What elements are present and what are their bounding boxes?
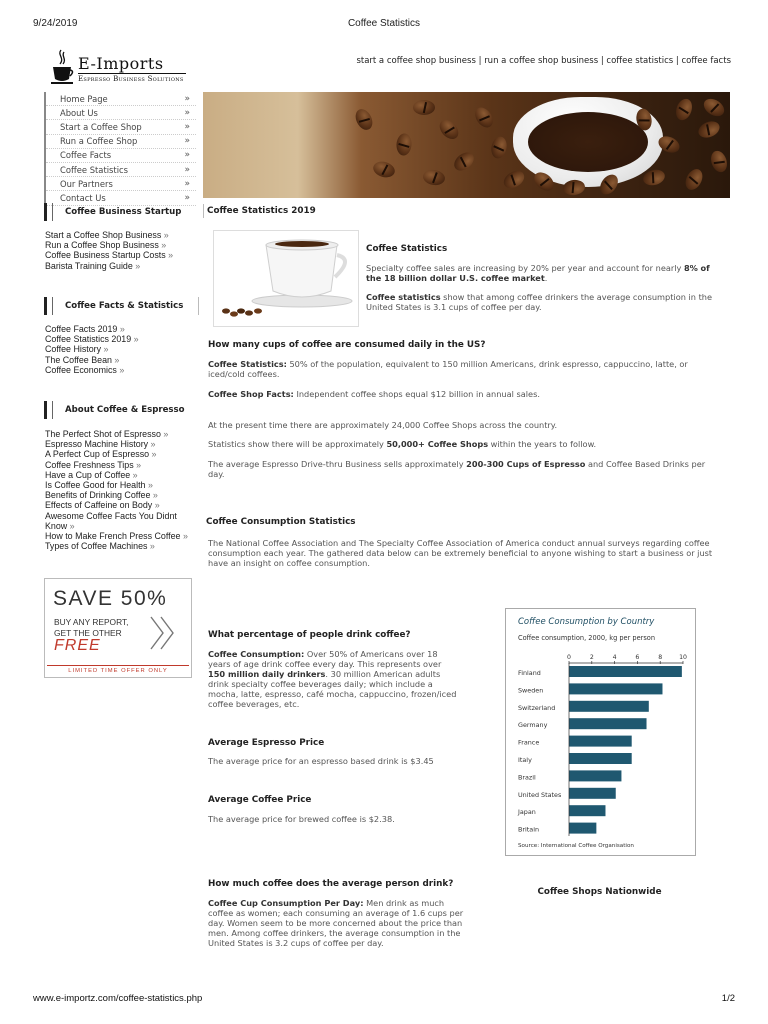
- sidebar-link[interactable]: Coffee Freshness Tips »: [45, 459, 142, 470]
- cups-paragraph-3: At the present time there are approximately 24,000 Coffee Shops across the country.: [208, 420, 558, 430]
- sidebar-link[interactable]: Coffee Economics »: [45, 364, 125, 375]
- nav-item-label: Contact Us: [60, 192, 106, 203]
- category-label: Britain: [518, 825, 540, 834]
- intro-paragraph-1: Specialty coffee sales are increasing by 20% per year and account for nearly 8% of the 18 billion dollar U.S. coffee market.: [366, 263, 710, 283]
- sidebar-heading-about-coffee: About Coffee & Espresso: [44, 401, 196, 419]
- nav-item-home[interactable]: [46, 92, 196, 106]
- espresso-price-heading: Average Espresso Price: [208, 738, 325, 748]
- coffee-bean: [708, 149, 729, 175]
- chevron-double-right-icon: »: [184, 121, 190, 132]
- coffee-price-text: The average price for brewed coffee is $2.38.: [208, 814, 395, 824]
- coffee-bean: [371, 159, 396, 179]
- coffee-cup-image: [214, 231, 358, 326]
- avg-person-heading: How much coffee does the average person drink?: [208, 879, 454, 889]
- bar-switzerland: [569, 701, 649, 712]
- sidebar-link[interactable]: Barista Training Guide »: [45, 260, 141, 271]
- coffee-bean: [501, 167, 528, 191]
- bar-brazil: [569, 770, 621, 781]
- sidebar-link[interactable]: Effects of Caffeine on Body »: [45, 500, 160, 511]
- x-tick-label: 10: [679, 654, 687, 661]
- chart-svg: [506, 609, 695, 855]
- sidebar-link[interactable]: Benefits of Drinking Coffee »: [45, 490, 158, 501]
- cups-paragraph-5: The average Espresso Drive-thru Business sells approximately 200-300 Cups of Espresso and Coffee Based Drinks per day.: [208, 459, 706, 479]
- coffee-price-heading: Average Coffee Price: [208, 795, 312, 805]
- bar-france: [569, 736, 632, 747]
- sidebar-link[interactable]: Types of Coffee Machines »: [45, 541, 155, 552]
- nav-item-about[interactable]: [46, 106, 196, 120]
- print-title: Coffee Statistics: [347, 18, 421, 29]
- coffee-consumption-chart: [505, 608, 696, 856]
- chevron-double-right-icon: »: [184, 93, 190, 104]
- chevron-double-right-icon: »: [184, 164, 190, 175]
- logo-title: E-Imports: [78, 54, 164, 73]
- percentage-paragraph: Coffee Consumption: Over 50% of Americans over 18 years of age drink coffee every day. This represents over 150 million daily drinkers. 30 million American adults drink specialty coffee beverages daily; which include a mocha, latte, espresso, café mocha, cappuccino, frozen/iced coffee beverages, etc.: [208, 649, 457, 709]
- ad-body: BUY ANY REPORT, GET THE OTHER: [54, 617, 129, 638]
- coffee-bean: [696, 118, 722, 140]
- chevron-double-right-icon: »: [184, 107, 190, 118]
- nav-item-label: Our Partners: [60, 178, 113, 189]
- espresso-price-text: The average price for an espresso based drink is $3.45: [208, 756, 434, 766]
- sidebar-link[interactable]: Have a Cup of Coffee »: [45, 469, 138, 480]
- coffee-cup-logo-icon: [50, 48, 74, 86]
- chevron-double-right-icon: »: [184, 192, 190, 203]
- top-link-statistics[interactable]: coffee statistics: [606, 56, 674, 66]
- sidebar-link[interactable]: The Coffee Bean »: [45, 354, 120, 365]
- nav-item-label: Start a Coffee Shop: [60, 121, 142, 132]
- sidebar-link[interactable]: Espresso Machine History »: [45, 439, 156, 450]
- category-label: Italy: [518, 756, 532, 764]
- sidebar-heading-facts-statistics: Coffee Facts & Statistics: [44, 297, 196, 315]
- sidebar-list-about-coffee: [45, 429, 195, 551]
- sidebar-list-facts-statistics: [45, 324, 139, 375]
- sidebar-link[interactable]: Start a Coffee Shop Business »: [45, 230, 169, 240]
- sidebar-link[interactable]: The Perfect Shot of Espresso »: [45, 429, 169, 439]
- coffee-bean: [413, 100, 435, 115]
- sidebar-link[interactable]: Coffee Business Startup Costs »: [45, 250, 174, 261]
- footer-url: www.e-importz.com/coffee-statistics.php: [33, 993, 203, 1004]
- nav-item-statistics[interactable]: [46, 163, 196, 177]
- category-label: Finland: [518, 669, 541, 677]
- x-tick-label: 8: [658, 654, 663, 661]
- hero-coffee-beans-image: [203, 92, 730, 198]
- category-label: United States: [518, 790, 562, 799]
- chart-subtitle: Coffee consumption, 2000, kg per person: [518, 634, 655, 642]
- shops-nationwide-heading: Coffee Shops Nationwide: [537, 887, 662, 897]
- cups-paragraph-2: Coffee Shop Facts: Independent coffee shops equal $12 billion in annual sales.: [208, 389, 540, 399]
- sidebar-link[interactable]: Coffee Statistics 2019 »: [45, 334, 139, 345]
- bar-italy: [569, 753, 632, 764]
- bar-finland: [569, 666, 682, 677]
- nav-item-label: About Us: [60, 107, 98, 118]
- coffee-bean: [701, 95, 728, 119]
- consumption-heading: Coffee Consumption Statistics: [206, 517, 356, 527]
- page-heading: Coffee Statistics 2019: [207, 206, 316, 216]
- chevron-double-right-icon: »: [184, 178, 190, 189]
- top-link-start[interactable]: start a coffee shop business: [356, 56, 476, 66]
- nav-item-partners[interactable]: [46, 177, 196, 191]
- save-50-ad-banner[interactable]: [44, 578, 192, 678]
- nav-item-label: Home Page: [60, 93, 108, 104]
- x-tick-label: 2: [589, 654, 594, 661]
- top-links-bar: [356, 56, 731, 66]
- category-label: Germany: [518, 721, 548, 730]
- nav-item-label: Run a Coffee Shop: [60, 136, 138, 147]
- sidebar-link[interactable]: Coffee History »: [45, 344, 109, 355]
- chart-title: Coffee Consumption by Country: [518, 617, 655, 627]
- coffee-bean: [562, 179, 586, 197]
- coffee-bean: [489, 135, 508, 160]
- double-chevron-right-icon: [147, 615, 179, 651]
- chart-source: Source: International Coffee Organisation: [518, 843, 634, 849]
- avg-person-paragraph: Coffee Cup Consumption Per Day: Men drink as much coffee as women; each consuming an average of 1.6 cups per day. Women seem to be more concerned about the price than men. Among coffee drinkers, the average consumption in the United States is 3.2 cups of coffee per day.: [208, 898, 464, 948]
- coffee-cup-photo: [213, 230, 359, 327]
- percentage-heading: What percentage of people drink coffee?: [208, 630, 411, 640]
- sidebar-link[interactable]: How to Make French Press Coffee »: [45, 531, 188, 542]
- chevron-double-right-icon: »: [184, 136, 190, 147]
- intro-paragraph-2: Coffee statistics show that among coffee drinkers the average consumption in the United States is 3.1 cups of coffee per day.: [366, 292, 713, 312]
- consumption-paragraph: The National Coffee Association and The Specialty Coffee Association of America conduct annual surveys regarding coffee consumption each year. The gathered data below can be extremely beneficial to anyone wishing to start a business or just have an insight on coffee consumption.: [208, 538, 713, 568]
- sidebar-link[interactable]: Run a Coffee Shop Business »: [45, 240, 167, 251]
- main-nav-menu: [44, 92, 196, 206]
- nav-item-facts[interactable]: [46, 149, 196, 163]
- category-label: Japan: [518, 808, 536, 817]
- site-logo[interactable]: [50, 48, 200, 88]
- nav-item-label: Coffee Statistics: [60, 164, 128, 175]
- x-tick-label: 4: [612, 654, 617, 661]
- link-separator: |: [475, 56, 485, 66]
- intro-heading: Coffee Statistics: [366, 244, 448, 254]
- bar-sweden: [569, 683, 662, 694]
- sidebar-list-business-startup: [45, 230, 173, 271]
- sidebar-link[interactable]: Coffee Facts 2019 »: [45, 324, 125, 334]
- sidebar-heading-business-startup: Coffee Business Startup: [44, 203, 196, 221]
- link-separator: |: [598, 56, 607, 66]
- print-date: 9/24/2019: [33, 18, 78, 29]
- nav-item-run-shop[interactable]: [46, 135, 196, 149]
- sidebar-link[interactable]: A Perfect Cup of Espresso »: [45, 449, 157, 460]
- coffee-bean: [422, 169, 446, 187]
- nav-item-label: Coffee Facts: [60, 150, 112, 161]
- category-label: Sweden: [518, 686, 544, 695]
- cups-paragraph-4: Statistics show there will be approximately 50,000+ Coffee Shops within the years to follow.: [208, 439, 597, 449]
- ad-free-text: FREE: [54, 637, 101, 654]
- nav-item-start-shop[interactable]: [46, 120, 196, 134]
- cups-heading: How many cups of coffee are consumed daily in the US?: [208, 340, 486, 350]
- coffee-bean: [352, 106, 375, 132]
- x-tick-label: 0: [567, 654, 571, 661]
- category-label: Brazil: [518, 773, 536, 782]
- coffee-bean: [396, 133, 412, 156]
- footer-page-number: 1/2: [721, 993, 735, 1004]
- category-label: France: [518, 738, 540, 747]
- x-tick-label: 6: [635, 654, 640, 661]
- sidebar-link[interactable]: Is Coffee Good for Health »: [45, 480, 153, 491]
- ad-limited-text: LIMITED TIME OFFER ONLY: [68, 668, 168, 674]
- coffee-bean: [682, 166, 706, 192]
- coffee-bean: [472, 104, 497, 131]
- coffee-bean: [673, 97, 695, 123]
- ad-headline: SAVE 50%: [53, 587, 168, 610]
- sidebar-link[interactable]: Awesome Coffee Facts You Didnt Know »: [45, 510, 177, 531]
- bar-germany: [569, 718, 647, 729]
- category-label: Switzerland: [518, 703, 556, 712]
- link-separator: |: [673, 56, 682, 66]
- top-link-facts[interactable]: coffee facts: [681, 56, 731, 66]
- coffee-bean: [451, 149, 478, 175]
- coffee-bean: [436, 116, 462, 142]
- bar-united-states: [569, 788, 616, 799]
- logo-subtitle: Espresso Business Solutions: [78, 75, 184, 83]
- bar-britain: [569, 823, 596, 834]
- chevron-double-right-icon: »: [184, 150, 190, 161]
- cups-paragraph-1: Coffee Statistics: 50% of the population, equivalent to 150 million Americans, drink espresso, cappuccino, latte, or iced/cold coffees.: [208, 359, 688, 379]
- top-link-run[interactable]: run a coffee shop business: [484, 56, 599, 66]
- bar-japan: [569, 805, 605, 816]
